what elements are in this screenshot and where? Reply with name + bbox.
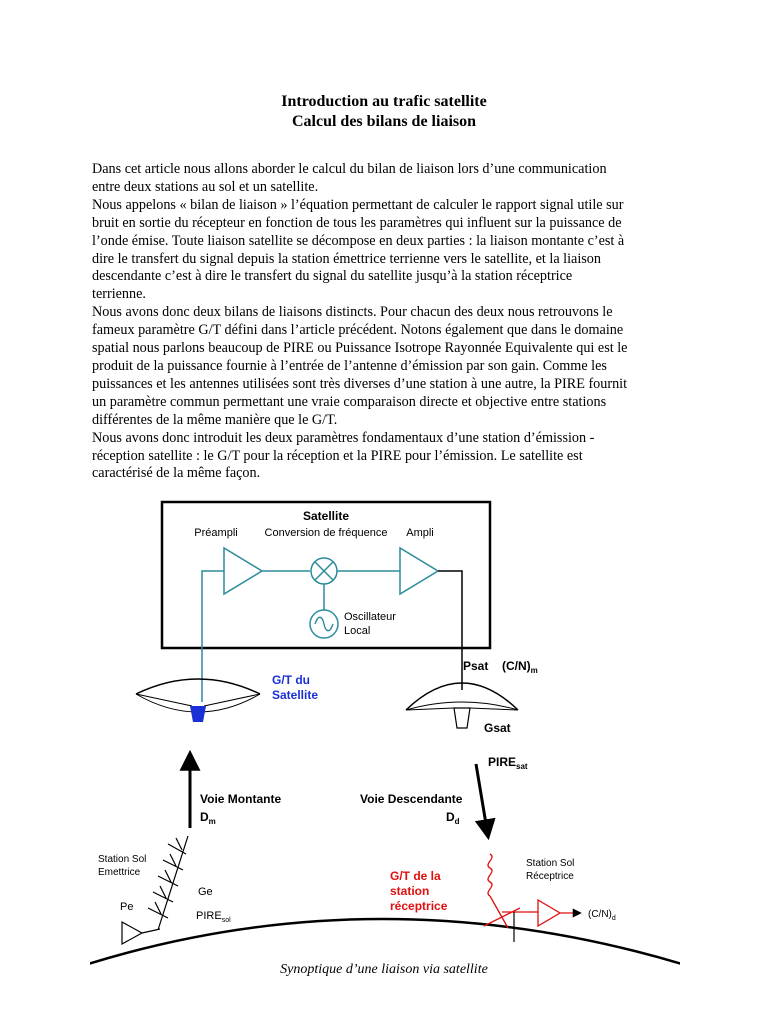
text-line: fameux paramètre G/T défini dans l’article précédent. Notons également que dans le domaine <box>92 322 624 339</box>
ge-label: Ge <box>198 886 213 898</box>
dm-label: D <box>200 810 209 824</box>
cn-d-sub: d <box>611 915 616 922</box>
figure-caption: Synoptique d’une liaison via satellite <box>280 962 488 977</box>
text-line: caractérisé de la même façon. <box>92 465 261 482</box>
paragraph <box>92 430 688 484</box>
paragraph <box>92 197 688 304</box>
emitter-amp-icon <box>122 922 142 944</box>
station-emettrice-label-2: Emettrice <box>98 867 141 878</box>
satellite-label: Satellite <box>302 509 350 523</box>
text-line: produit de la puissance fournie à l’entrée de l’antenne d’émission par son gain. Comme les <box>92 357 607 374</box>
gt-station-label-1: G/T de la <box>390 869 441 883</box>
paragraph <box>92 304 688 429</box>
pire-sol-label: PIRE <box>196 910 222 922</box>
receiver-amp-icon <box>538 900 560 926</box>
text-line: Nous avons donc introduit les deux paramètres fondamentaux d’une station d’émission - <box>92 429 595 446</box>
article-body <box>92 161 688 483</box>
pire-sol-sub: sol <box>221 917 231 924</box>
gt-satellite-label-2: Satellite <box>272 688 319 702</box>
earth-curve <box>90 919 680 964</box>
receiver-antenna-icon <box>484 896 528 928</box>
psat-label: Psat <box>463 659 489 673</box>
gt-station-label-3: réceptrice <box>390 899 448 913</box>
text-line: Nous appelons « bilan de liaison » l’équation permettant de calculer le rapport signal utile sur <box>92 196 624 213</box>
downlink-label: Voie Descendante <box>360 792 463 806</box>
gsat-label: Gsat <box>484 721 511 735</box>
station-receptrice-label-2: Réceptrice <box>526 871 574 882</box>
satellite-link-diagram <box>90 498 680 966</box>
pire-sat-label: PIRE <box>488 755 517 769</box>
conversion-label: Conversion de fréquence <box>264 527 388 539</box>
svg-text:(C/N)m <box>502 659 538 675</box>
text-line: réception satellite : le G/T pour la réception et la PIRE pour l’émission. Le satellite est <box>92 447 583 464</box>
text-line: descendante c’est à dire le transfert du signal du satellite jusqu’à la station réceptrice <box>92 268 573 285</box>
dd-sub: d <box>454 817 460 826</box>
text-line: spatial nous parlons beaucoup de PIRE ou Puissance Isotrope Rayonnée Equivalente qui est le <box>92 340 628 357</box>
station-emettrice-label-1: Station Sol <box>98 854 147 865</box>
paragraph <box>92 161 688 197</box>
svg-text:Dd <box>446 810 460 826</box>
svg-text:PIREsat <box>488 755 528 771</box>
svg-text:Dm <box>200 810 216 826</box>
pe-label: Pe <box>120 901 134 913</box>
text-line: Nous avons donc deux bilans de liaisons distincts. Pour chacun des deux nous retrouvons le <box>92 304 613 321</box>
preampli-label: Préampli <box>194 527 238 539</box>
oscillator-label-2: Local <box>344 625 371 637</box>
cn-d-label: (C/N) <box>588 909 612 920</box>
oscillator-label-1: Oscillateur <box>344 611 396 623</box>
text-line: Dans cet article nous allons aborder le calcul du bilan de liaison lors d’une communication <box>92 161 607 177</box>
title-line-2: Calcul des bilans de liaison <box>291 113 477 130</box>
cn-m-label: (C/N) <box>502 659 531 673</box>
preampli-triangle-icon <box>224 548 262 594</box>
dd-label: D <box>446 810 455 824</box>
station-receptrice-label-1: Station Sol <box>526 858 575 869</box>
text-line: entre deux stations au sol et un satellite. <box>92 178 319 195</box>
text-line: bruit en sortie du récepteur en fonction de tous les paramètres qui influent sur la puissance de <box>92 214 622 231</box>
downlink-arrow <box>476 764 488 836</box>
noise-spring-icon <box>488 854 492 896</box>
text-line: l’onde émise. Toute liaison satellite se décompose en deux parties : la liaison montante c’est à <box>92 232 625 249</box>
text-line: différentes de la même manière que le G/T. <box>92 411 338 428</box>
emitter-antenna-icon <box>148 836 188 930</box>
svg-text:PIREsol <box>196 910 231 924</box>
cn-m-sub: m <box>530 666 538 675</box>
ampli-label: Ampli <box>406 527 434 539</box>
dm-sub: m <box>208 817 216 826</box>
sat-receive-antenna-icon <box>136 679 260 694</box>
text-line: dire le transfert du signal depuis la station émettrice terrienne vers le satellite, et la liaison <box>92 250 601 267</box>
uplink-label: Voie Montante <box>200 792 282 806</box>
pire-sat-sub: sat <box>516 762 528 771</box>
ampli-triangle-icon <box>400 548 438 594</box>
gt-station-label-2: station <box>390 884 430 898</box>
text-line: un paramètre commun permettant une vraie comparaison directe et objective entre stations <box>92 393 607 410</box>
text-line: puissances et les antennes utilisées sont très diverses d’une station à une autre, la PIRE fournit <box>92 375 628 392</box>
text-line: terrienne. <box>92 286 146 303</box>
title-line-1: Introduction au trafic satellite <box>281 93 487 110</box>
gt-satellite-label-1: G/T du <box>272 673 310 687</box>
svg-text:(C/N)d <box>588 909 616 922</box>
